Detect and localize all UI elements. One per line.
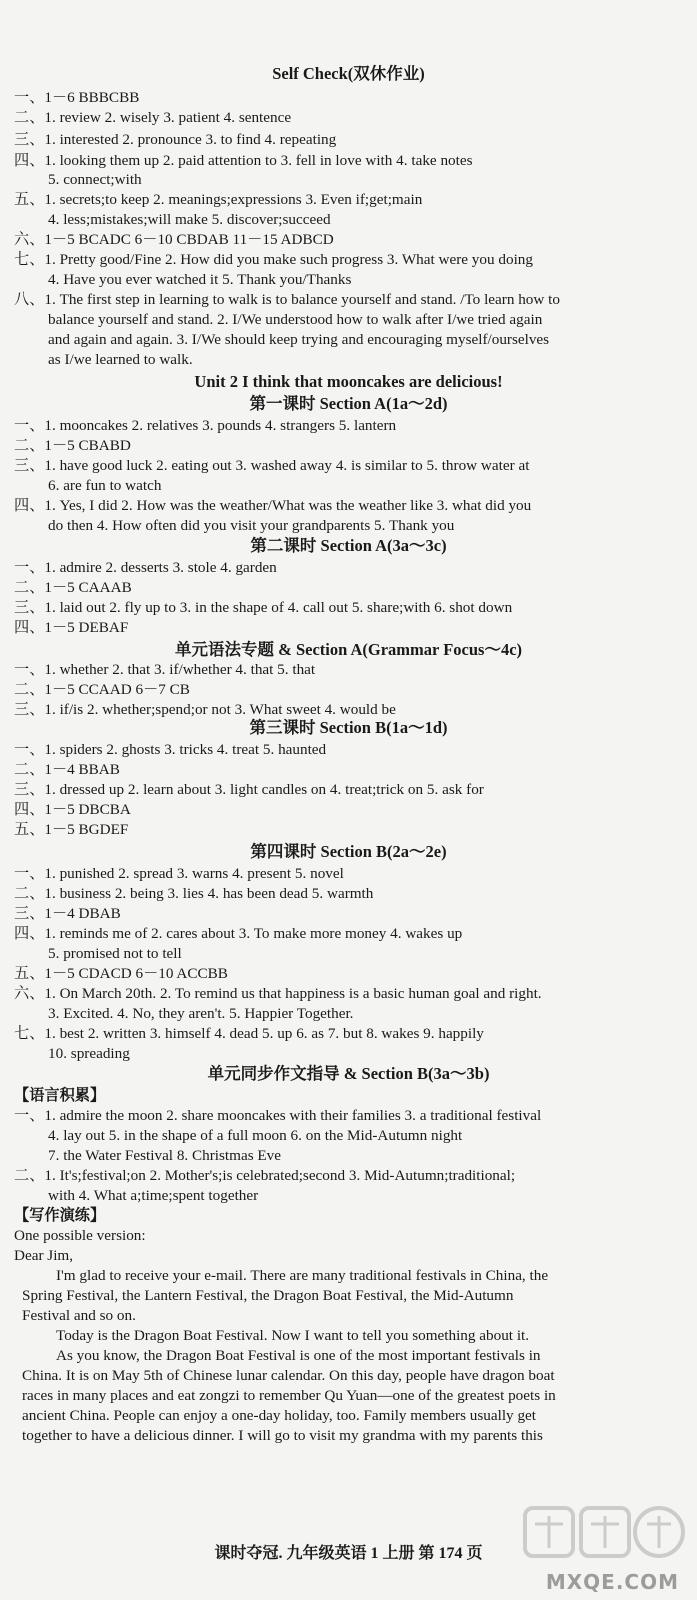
lesson2-title: 第二课时 Section A(3a～3c) — [250, 536, 447, 555]
essay-line: together to have a delicious dinner. I will go to visit my grandma with my parents this — [22, 1427, 543, 1444]
answer-line: 五、1. secrets;to keep 2. meanings;expressions 3. Even if;get;main — [14, 191, 423, 208]
lesson4-title: 第四课时 Section B(2a～2e) — [250, 842, 447, 861]
answer-line: 五、1－5 CDACD 6－10 ACCBB — [14, 965, 228, 982]
answer-line: 七、1. Pretty good/Fine 2. How did you make such progress 3. What were you doing — [14, 251, 533, 268]
answer-line: 四、1－5 DEBAF — [14, 619, 129, 636]
unit-title: Unit 2 I think that mooncakes are delicious! — [194, 372, 503, 391]
answer-line: 三、1－4 DBAB — [14, 905, 121, 922]
answer-line: 二、1. It's;festival;on 2. Mother's;is celebrated;second 3. Mid-Autumn;traditional; — [14, 1167, 516, 1184]
answer-line: 二、1－5 CAAAB — [14, 579, 132, 596]
answer-line: 一、1. whether 2. that 3. if/whether 4. that 5. that — [14, 661, 316, 678]
answer-line: 一、1－6 BBBCBB — [14, 89, 140, 106]
essay-line: China. It is on May 5th of Chinese lunar calendar. On this day, people have dragon boat — [22, 1367, 555, 1384]
answer-line: with 4. What a;time;spent together — [48, 1187, 259, 1204]
answer-line: 八、1. The first step in learning to walk is to balance yourself and stand. /To learn how to — [14, 291, 560, 308]
letter-greeting: Dear Jim, — [14, 1247, 74, 1264]
answer-line: 二、1. business 2. being 3. lies 4. has been dead 5. warmth — [14, 885, 374, 902]
essay-line: I'm glad to receive your e-mail. There are many traditional festivals in China, the — [56, 1267, 549, 1284]
answer-line: 6. are fun to watch — [48, 477, 162, 494]
answer-line: 一、1. admire 2. desserts 3. stole 4. garden — [14, 559, 277, 576]
answer-line: 一、1. mooncakes 2. relatives 3. pounds 4. strangers 5. lantern — [14, 417, 397, 434]
answer-line: 六、1. On March 20th. 2. To remind us that happiness is a basic human goal and right. — [14, 985, 542, 1002]
essay-line: ancient China. People can enjoy a one-day holiday, too. Family members usually get — [22, 1407, 536, 1424]
answer-line: 三、1. laid out 2. fly up to 3. in the shape of 4. call out 5. share;with 6. shot down — [14, 599, 513, 616]
answer-line: 二、1－5 CBABD — [14, 437, 131, 454]
practice-section-title: 【写作演练】 — [14, 1207, 106, 1224]
answer-line: 4. less;mistakes;will make 5. discover;succeed — [48, 211, 331, 228]
answer-line: 4. Have you ever watched it 5. Thank you/Thanks — [48, 271, 352, 288]
answer-line: 7. the Water Festival 8. Christmas Eve — [48, 1147, 282, 1164]
essay-line: Festival and so on. — [22, 1307, 136, 1324]
answer-line: 三、1. if/is 2. whether;spend;or not 3. What sweet 4. would be — [14, 701, 396, 718]
lesson1-title: 第一课时 Section A(1a～2d) — [249, 394, 448, 413]
answer-line: 二、1－4 BBAB — [14, 761, 120, 778]
answer-line: 5. promised not to tell — [48, 945, 182, 962]
language-section-title: 【语言积累】 — [14, 1087, 106, 1104]
answer-line: 五、1－5 BGDEF — [14, 821, 129, 838]
answer-line: 三、1. have good luck 2. eating out 3. washed away 4. is similar to 5. throw water at — [14, 457, 530, 474]
answer-line: 四、1－5 DBCBA — [14, 801, 131, 818]
answer-line: 二、1－5 CCAAD 6－7 CB — [14, 681, 190, 698]
answer-line: 三、1. dressed up 2. learn about 3. light candles on 4. treat;trick on 5. ask for — [14, 781, 484, 798]
lesson3-title: 第三课时 Section B(1a～1d) — [249, 718, 448, 737]
answer-line: 四、1. reminds me of 2. cares about 3. To make more money 4. wakes up — [14, 925, 463, 942]
answer-line: do then 4. How often did you visit your grandparents 5. Thank you — [48, 517, 455, 534]
essay-line: Today is the Dragon Boat Festival. Now I want to tell you something about it. — [56, 1327, 530, 1344]
answer-line: 二、1. review 2. wisely 3. patient 4. sentence — [14, 109, 292, 126]
answer-line: 六、1－5 BCADC 6－10 CBDAB 11－15 ADBCD — [14, 231, 334, 248]
essay-line: races in many places and eat zongzi to remember Qu Yuan—one of the greatest poets in — [22, 1387, 556, 1404]
self-check-title: Self Check(双休作业) — [272, 64, 425, 83]
answer-line: 一、1. admire the moon 2. share mooncakes with their families 3. a traditional festival — [14, 1107, 542, 1124]
writing-title: 单元同步作文指导 & Section B(3a～3b) — [207, 1064, 490, 1083]
essay-line: Spring Festival, the Lantern Festival, the Dragon Boat Festival, the Mid-Autumn — [22, 1287, 514, 1304]
page-footer: 课时夺冠. 九年级英语 1 上册 第 174 页 — [214, 1545, 483, 1562]
answer-line: 四、1. looking them up 2. paid attention to 3. fell in love with 4. take notes — [14, 152, 473, 169]
essay-line: As you know, the Dragon Boat Festival is one of the most important festivals in — [56, 1347, 541, 1364]
answer-line: 三、1. interested 2. pronounce 3. to find 4. repeating — [14, 131, 337, 148]
answer-line: 一、1. punished 2. spread 3. warns 4. present 5. novel — [14, 865, 344, 882]
answer-line: 3. Excited. 4. No, they aren't. 5. Happier Together. — [48, 1005, 354, 1022]
answer-line: 七、1. best 2. written 3. himself 4. dead 5. up 6. as 7. but 8. wakes 9. happily — [14, 1025, 484, 1042]
version-label: One possible version: — [14, 1227, 146, 1244]
answer-line: balance yourself and stand. 2. I/We understood how to walk after I/we tried again — [48, 311, 543, 328]
grammar-title: 单元语法专题 & Section A(Grammar Focus～4c) — [174, 640, 523, 659]
answer-line: 10. spreading — [48, 1045, 130, 1062]
answer-line: 四、1. Yes, I did 2. How was the weather/What was the weather like 3. what did you — [14, 497, 532, 514]
answer-line: 4. lay out 5. in the shape of a full moon 6. on the Mid-Autumn night — [48, 1127, 463, 1144]
answer-line: 一、1. spiders 2. ghosts 3. tricks 4. treat 5. haunted — [14, 741, 327, 758]
answer-line: as I/we learned to walk. — [48, 351, 193, 368]
answer-line: 5. connect;with — [48, 171, 142, 188]
answer-line: and again and again. 3. I/We should keep trying and encouraging myself/ourselves — [48, 331, 550, 348]
watermark-text: MXQE.COM — [545, 1570, 679, 1594]
